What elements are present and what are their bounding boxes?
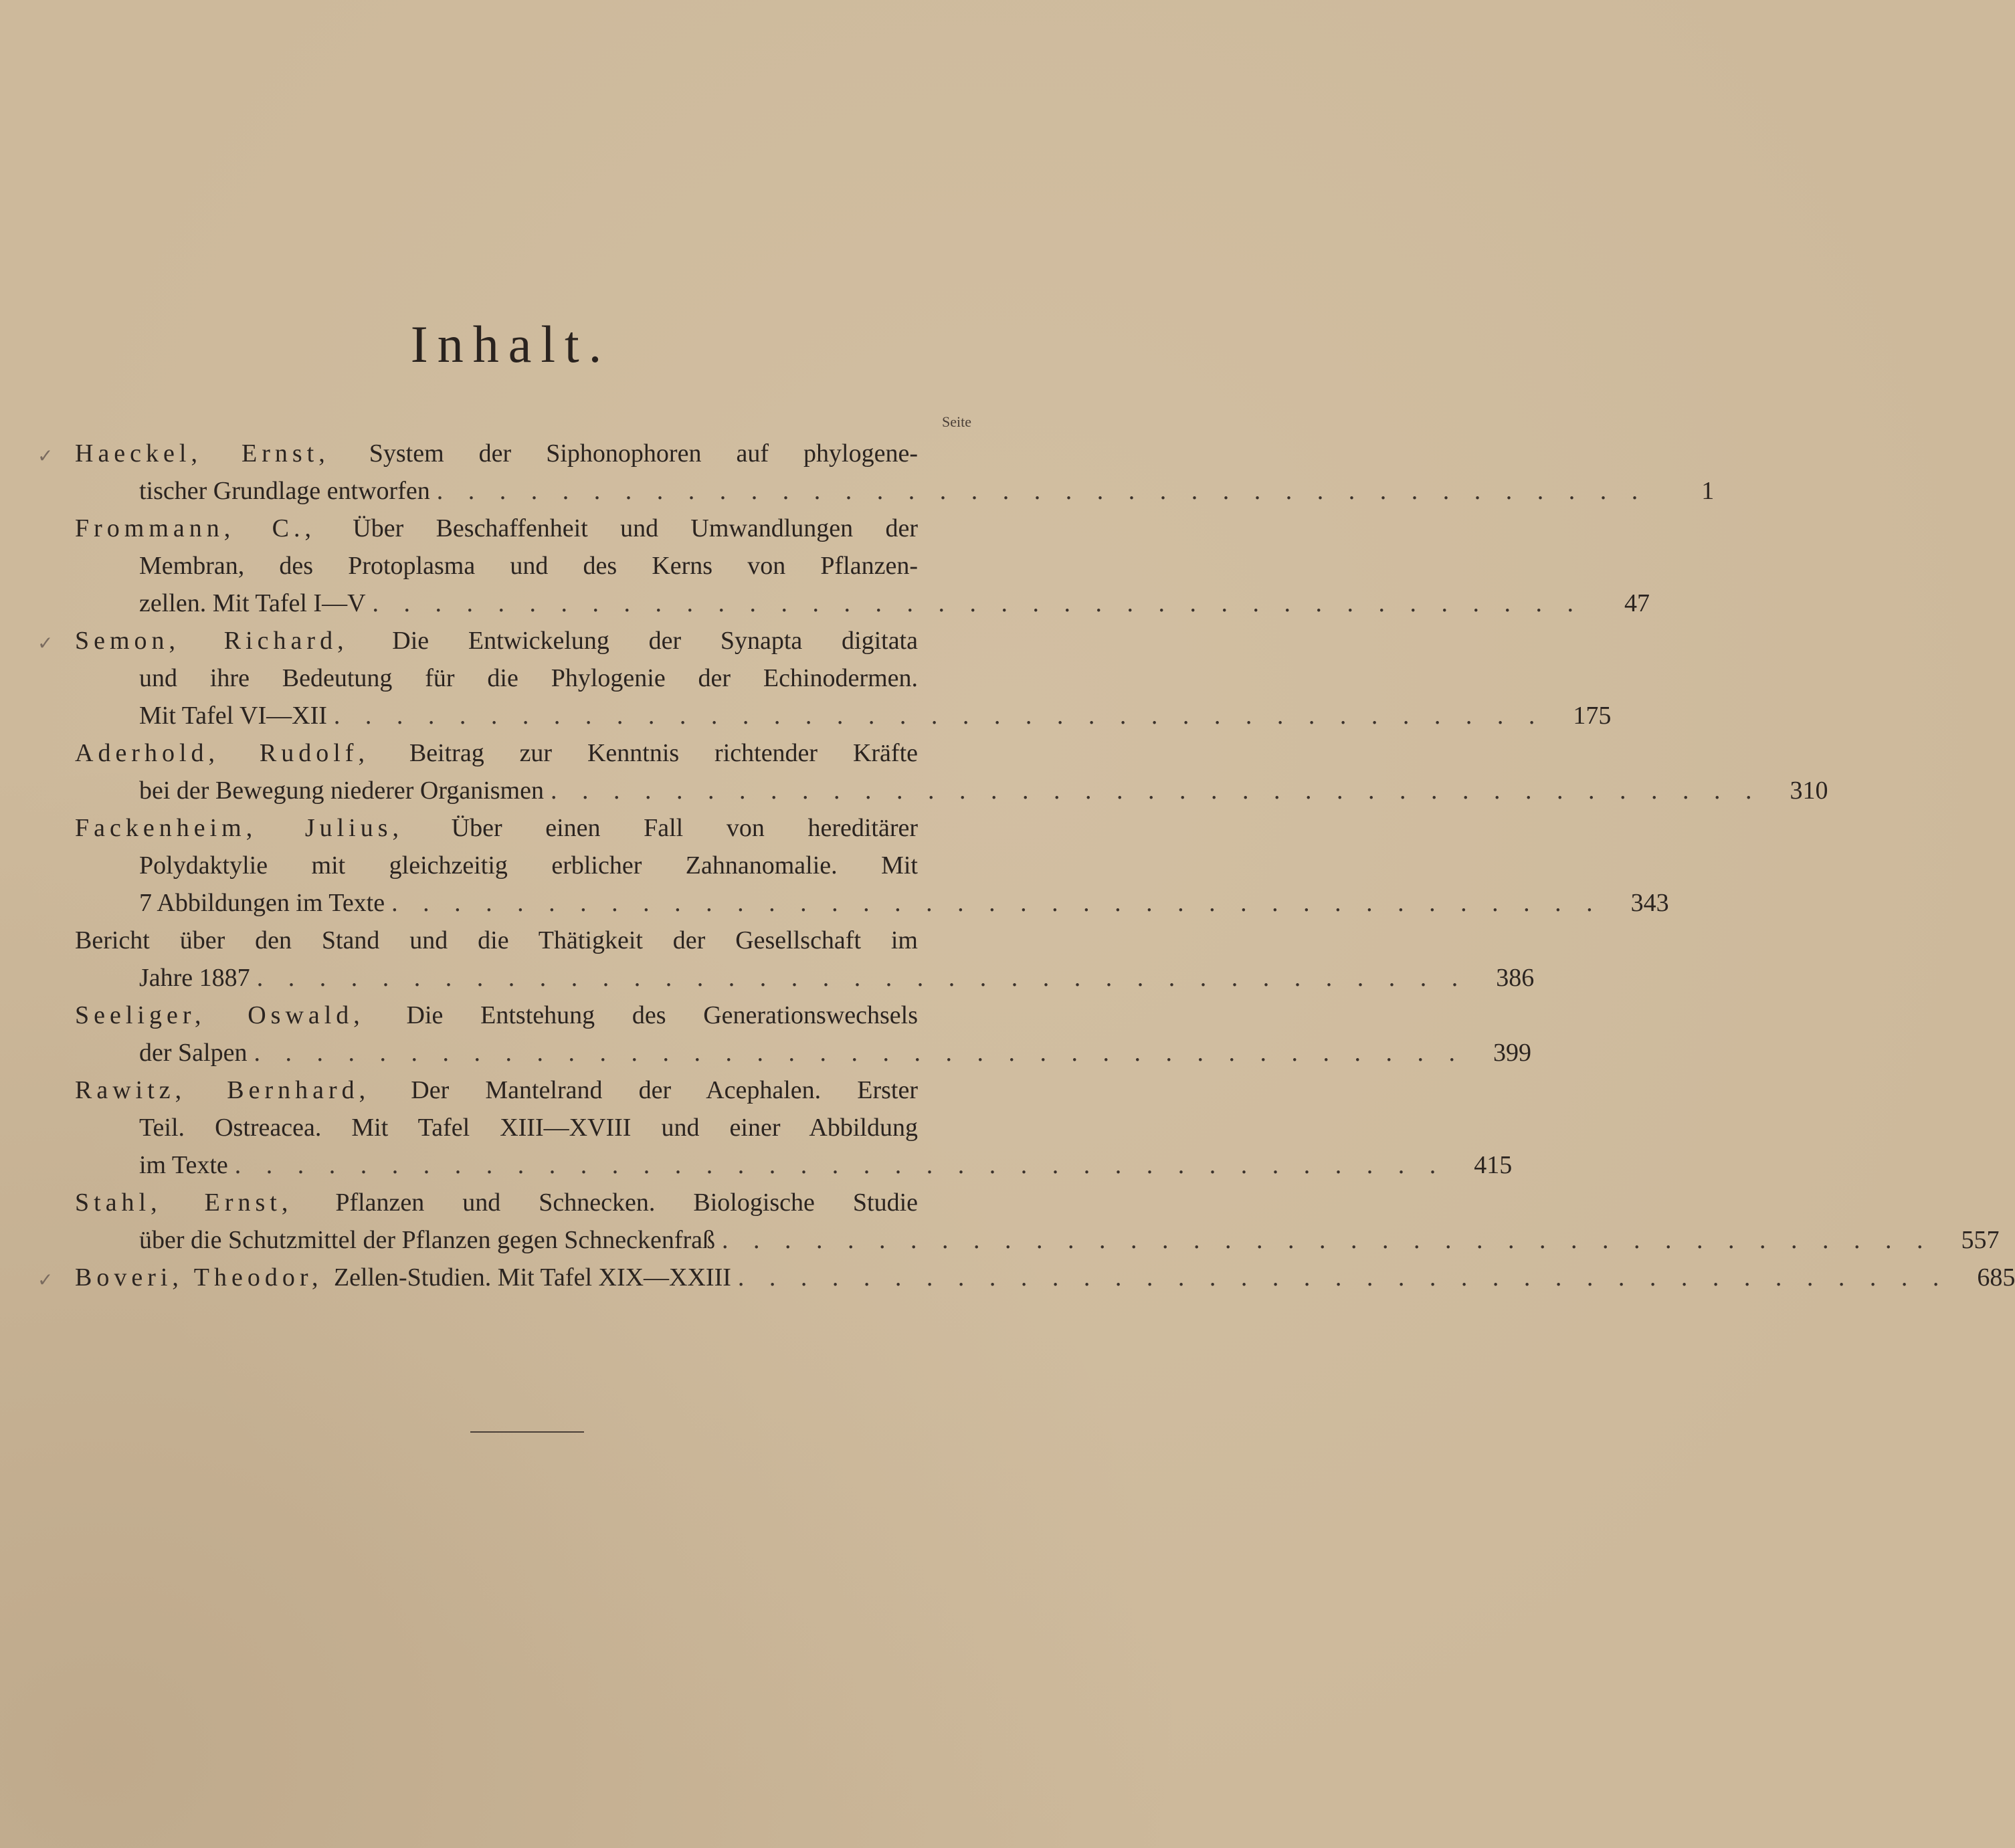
toc-entry-text xyxy=(75,1259,731,1296)
toc-entry-text xyxy=(139,884,385,922)
toc-entry-line xyxy=(75,884,1669,922)
toc-entry xyxy=(37,435,1715,510)
toc-entry-text xyxy=(139,772,544,809)
toc-entry-title: Zellen-Studien. Mit Tafel XIX—XXIII xyxy=(333,1263,731,1292)
toc-entry-title: tischer Grundlage entworfen xyxy=(139,477,430,505)
closing-rule xyxy=(470,1431,584,1433)
toc-entry-title: Polydaktylie mit gleichzeitig erblicher Zahnanomalie. Mit xyxy=(139,851,918,880)
toc-entry-page: 310 xyxy=(1790,777,1828,805)
toc-entry-line xyxy=(75,847,985,884)
toc-entry-title: über die Schutzmittel der Pflanzen gegen Schneckenfraß xyxy=(139,1226,715,1254)
toc-entry-text xyxy=(139,697,327,734)
toc-entry-text xyxy=(139,1034,247,1071)
check-mark-icon: ✓ xyxy=(37,1269,54,1291)
toc-entry-title: Teil. Ostreacea. Mit Tafel XIII—XVIII und einer Abbildung xyxy=(139,1114,918,1142)
toc-entry-title: Pflanzen und Schnecken. Biologische Studie xyxy=(335,1189,919,1217)
toc-entry-line xyxy=(75,547,985,585)
dot-leader: . . . . . . . . . . . . . . . . . . . . . . . . . . . . . . . . . . . . . . . xyxy=(391,889,1602,917)
toc-entry-text xyxy=(139,1221,715,1259)
toc-entry-line xyxy=(75,435,985,472)
toc-entry-page: 557 xyxy=(1961,1226,2000,1254)
toc-entry-line xyxy=(75,959,1535,997)
toc-entry-line xyxy=(75,997,985,1034)
toc-entry-author: Fackenheim, Julius, xyxy=(75,814,452,842)
dot-leader: . . . . . . . . . . . . . . . . . . . . . . . . . . . . . . . . . . . . . . . xyxy=(436,477,1648,505)
toc-entry-title: System der Siphonophoren auf phylogene- xyxy=(369,439,918,468)
toc-entry-text xyxy=(139,959,250,997)
dot-leader: . . . . . . . . . . . . . . . . . . . . . . . . . . . . . . . . . . . . . . . xyxy=(234,1151,1446,1179)
toc-entry xyxy=(37,622,1612,734)
seite-label: Seite xyxy=(942,413,971,430)
toc-entry-title: bei der Bewegung niederer Organismen xyxy=(139,777,544,805)
table-of-contents xyxy=(37,435,2015,1296)
dot-leader: . . . . . . . . . . . . . . . . . . . . . . . . . . . . . . . . . . . . . . . xyxy=(722,1226,1933,1254)
toc-entry xyxy=(75,510,1650,622)
toc-entry-line xyxy=(75,622,985,659)
toc-entry-title: Bericht über den Stand und die Thätigkeit der Gesellschaft im xyxy=(75,926,918,954)
toc-entry-text xyxy=(75,1184,985,1221)
toc-entry-line xyxy=(75,809,985,847)
toc-entry-title: Die Entwickelung der Synapta digitata xyxy=(392,627,918,655)
toc-entry-title: Jahre 1887 xyxy=(139,964,250,992)
toc-entry xyxy=(37,1259,2015,1296)
toc-entry-text xyxy=(75,809,985,847)
toc-entry-title: Der Mantelrand der Acephalen. Erster xyxy=(411,1076,918,1104)
toc-entry-text xyxy=(139,1146,228,1184)
toc-entry-text xyxy=(75,922,985,959)
toc-entry-author: Rawitz, Bernhard, xyxy=(75,1076,411,1104)
toc-entry-title: Über einen Fall von hereditärer xyxy=(451,814,918,842)
toc-entry-author: Seeliger, Oswald, xyxy=(75,1001,407,1029)
toc-entry-text xyxy=(139,472,430,510)
toc-entry-author: Stahl, Ernst, xyxy=(75,1189,336,1217)
toc-entry-line xyxy=(75,659,985,697)
toc-entry-text xyxy=(75,510,985,547)
toc-entry-title: 7 Abbildungen im Texte xyxy=(139,889,385,917)
toc-entry-text xyxy=(75,734,985,772)
toc-entry-title: Membran, des Protoplasma und des Kerns von Pflanzen- xyxy=(139,552,918,580)
toc-entry xyxy=(75,1184,2000,1259)
toc-entry-page: 685 xyxy=(1977,1263,2015,1292)
toc-entry-author: Haeckel, Ernst, xyxy=(75,439,369,468)
toc-entry-text xyxy=(75,622,985,659)
toc-entry-author: Semon, Richard, xyxy=(75,627,393,655)
toc-entry-text xyxy=(139,659,985,697)
toc-entry xyxy=(75,922,1535,997)
toc-entry-line xyxy=(75,1259,2015,1296)
toc-entry-line xyxy=(75,922,985,959)
toc-entry-title: und ihre Bedeutung für die Phylogenie der Echinodermen. xyxy=(139,664,918,692)
dot-leader: . . . . . . . . . . . . . . . . . . . . . . . . . . . . . . . . . . . . . . . xyxy=(333,702,1545,730)
toc-entry-title: der Salpen xyxy=(139,1039,248,1067)
toc-entry-text xyxy=(139,847,985,884)
toc-entry-title: Mit Tafel VI—XII xyxy=(139,702,327,730)
toc-entry-line xyxy=(75,1221,2000,1259)
toc-entry-title: zellen. Mit Tafel I—V xyxy=(139,589,366,617)
toc-entry xyxy=(75,1071,1513,1184)
toc-entry-author: Boveri, Theodor, xyxy=(75,1263,334,1292)
toc-entry-title: Die Entstehung des Generationswechsels xyxy=(406,1001,919,1029)
toc-entry-page: 175 xyxy=(1573,702,1612,730)
toc-entry-text xyxy=(75,997,985,1034)
toc-entry-line xyxy=(75,1071,985,1109)
dot-leader: . . . . . . . . . . . . . . . . . . . . . . . . . . . . . . . . . . . . . . . xyxy=(550,777,1761,805)
toc-entry-text xyxy=(75,1071,985,1109)
toc-entry-page: 415 xyxy=(1474,1151,1513,1179)
toc-entry-author: Aderhold, Rudolf, xyxy=(75,739,409,767)
toc-entry-line xyxy=(75,510,985,547)
check-mark-icon: ✓ xyxy=(37,632,54,654)
toc-entry xyxy=(75,734,1828,809)
toc-entry-title: Beitrag zur Kenntnis richtender Kräfte xyxy=(409,739,918,767)
dot-leader: . . . . . . . . . . . . . . . . . . . . . . . . . . . . . . . . . . . . . . . xyxy=(256,964,1468,992)
toc-entry-line xyxy=(75,472,1715,510)
toc-entry-title: im Texte xyxy=(139,1151,228,1179)
toc-entry-line xyxy=(75,734,985,772)
toc-entry-text xyxy=(139,1109,985,1146)
toc-entry-page: 47 xyxy=(1624,589,1650,617)
toc-entry-author: Frommann, C., xyxy=(75,514,353,542)
toc-entry-line xyxy=(75,1109,985,1146)
toc-entry-page: 386 xyxy=(1496,964,1535,992)
toc-entry-text xyxy=(75,435,985,472)
toc-entry-line xyxy=(75,1034,1531,1071)
toc-entry-line xyxy=(75,697,1612,734)
toc-entry xyxy=(75,997,1531,1071)
page-title: Inhalt. xyxy=(410,315,611,373)
toc-entry-line xyxy=(75,1184,985,1221)
toc-entry-title: Über Beschaffenheit und Umwandlungen der xyxy=(353,514,919,542)
toc-entry-text xyxy=(139,547,985,585)
dot-leader: . . . . . . . . . . . . . . . . . . . . . . . . . . . . . . . . . . . . . . . xyxy=(254,1039,1464,1067)
toc-entry-page: 343 xyxy=(1630,889,1669,917)
toc-entry-text xyxy=(139,585,366,622)
toc-entry-line xyxy=(75,1146,1513,1184)
toc-entry-page: 399 xyxy=(1493,1039,1531,1067)
dot-leader: . . . . . . . . . . . . . . . . . . . . . . . . . . . . . . . . . . . . . . . xyxy=(737,1263,1949,1292)
check-mark-icon: ✓ xyxy=(37,445,54,467)
toc-entry xyxy=(75,809,1669,922)
toc-entry-page: 1 xyxy=(1701,477,1715,505)
toc-entry-line xyxy=(75,585,1650,622)
toc-entry-line xyxy=(75,772,1828,809)
dot-leader: . . . . . . . . . . . . . . . . . . . . . . . . . . . . . . . . . . . . . . . xyxy=(372,589,1584,617)
